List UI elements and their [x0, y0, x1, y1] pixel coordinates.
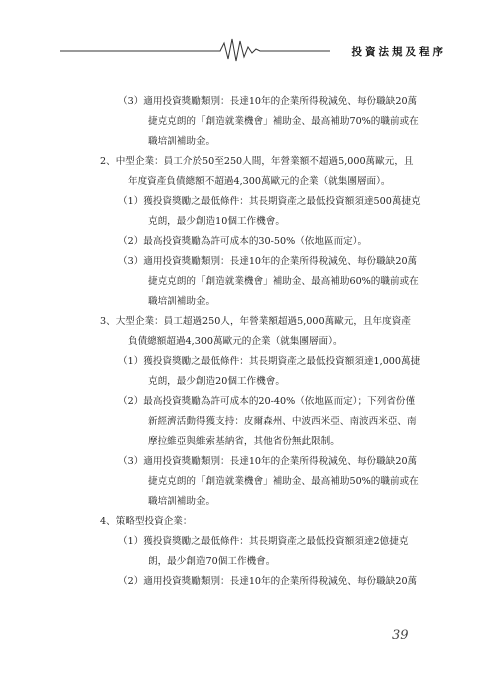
text-line: 2、中型企業：員工介於50至250人間，年營業額不超過5,000萬歐元，且 [100, 156, 414, 167]
text-line: 職培訓補助金。 [148, 496, 216, 507]
text-line: 職培訓補助金。 [148, 296, 216, 307]
text-line: 克朗，最少創造10個工作機會。 [148, 216, 285, 227]
text-line: （1）獲投資獎勵之最低條件：其長期資產之最低投資額須達2億捷克 [118, 536, 409, 547]
text-line: 新經濟活動得獲支持：皮爾森州、中波西米亞、南波西米亞、南 [148, 416, 417, 427]
text-line: （2）最高投資獎勵為許可成本的20-40%（依地區而定）；下列省份僅 [118, 396, 416, 407]
section-title: 投資法規及程序 [351, 46, 446, 58]
text-line: （3）適用投資獎勵類別：長達10年的企業所得稅減免、每份職缺20萬 [118, 96, 418, 107]
page-header [0, 30, 480, 70]
text-line: （1）獲投資獎勵之最低條件：其長期資產之最低投資額須達1,000萬捷 [118, 356, 421, 367]
text-line: （3）適用投資獎勵類別：長達10年的企業所得稅減免、每份職缺20萬 [118, 256, 418, 267]
text-line: 捷克克朗的「創造就業機會」補助金、最高補助50%的職前或在 [148, 476, 419, 487]
text-line: 捷克克朗的「創造就業機會」補助金、最高補助70%的職前或在 [148, 116, 419, 127]
text-line: 4、策略型投資企業： [100, 516, 193, 527]
text-line: （3）適用投資獎勵類別：長達10年的企業所得稅減免、每份職缺20萬 [118, 456, 418, 467]
text-line: 年度資產負債總額不超過4,300萬歐元的企業（就集團層面）。 [128, 176, 391, 187]
text-line: 捷克克朗的「創造就業機會」補助金、最高補助60%的職前或在 [148, 276, 419, 287]
text-line: （2）適用投資獎勵類別：長達10年的企業所得稅減免、每份職缺20萬 [118, 576, 418, 587]
text-line: 職培訓補助金。 [148, 136, 216, 147]
text-line: 克朗，最少創造20個工作機會。 [148, 376, 285, 387]
page-number: 39 [392, 628, 409, 643]
text-line: 摩拉維亞與維索基納省，其他省份無此限制。 [148, 436, 340, 447]
text-line: （2）最高投資獎勵為許可成本的30-50%（依地區而定）。 [118, 236, 368, 247]
text-line: 朗，最少創造70個工作機會。 [148, 556, 276, 567]
text-line: 負債總額超過4,300萬歐元的企業（就集團層面）。 [128, 336, 343, 347]
text-line: （1）獲投資獎勵之最低條件：其長期資產之最低投資額須達500萬捷克 [118, 196, 421, 207]
text-line: 3、大型企業：員工超過250人，年營業額超過5,000萬歐元，且年度資產 [100, 316, 411, 327]
